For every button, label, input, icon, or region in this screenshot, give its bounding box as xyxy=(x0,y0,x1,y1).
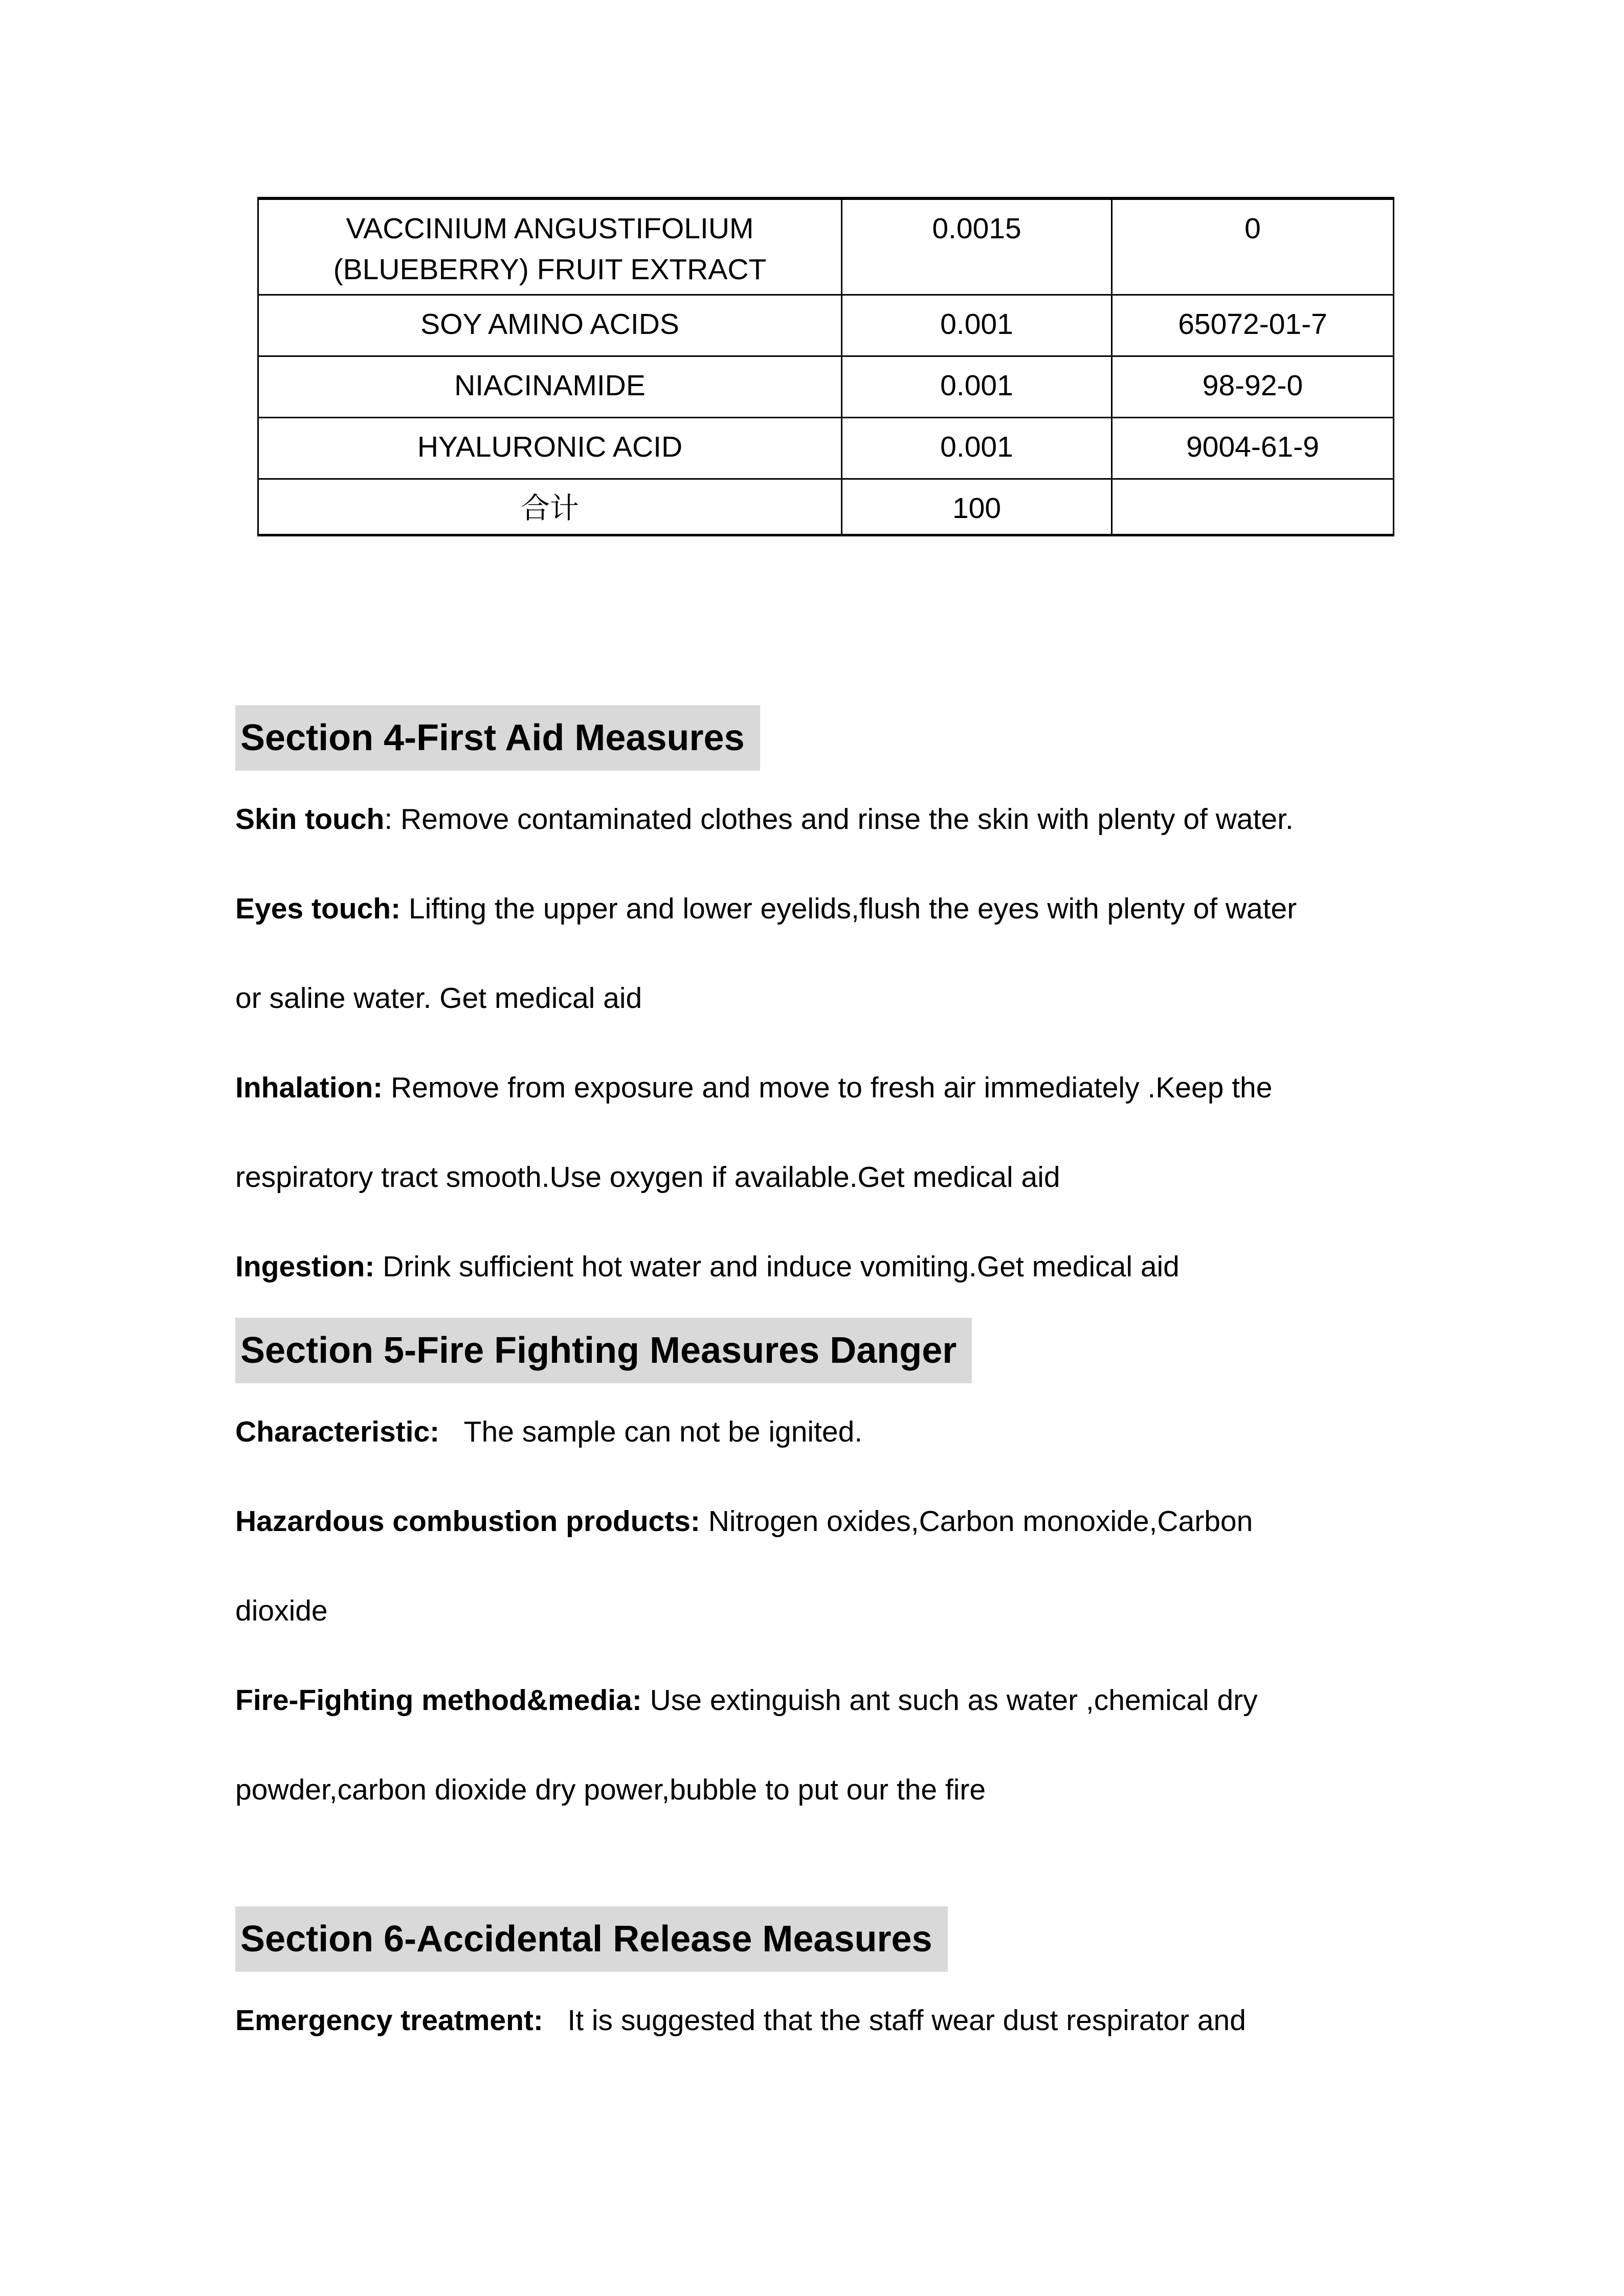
table-row-total xyxy=(258,479,1394,535)
item-text: : Remove contaminated clothes and rinse the skin with plenty of water. xyxy=(384,803,1294,836)
item-text: Lifting the upper and lower eyelids,flush the eyes with plenty of water xyxy=(401,892,1297,925)
item-text: It is suggested that the staff wear dust respirator and xyxy=(543,2004,1246,2037)
total-percent-cell: 100 xyxy=(842,479,1112,535)
item-label: Eyes touch: xyxy=(235,892,401,925)
fire-fighting-method xyxy=(235,1656,1504,1835)
table-row xyxy=(258,198,1394,295)
item-label: Ingestion: xyxy=(235,1250,375,1283)
total-label-cell xyxy=(258,479,842,535)
item-text-continued: powder,carbon dioxide dry power,bubble to put our the fire xyxy=(235,1773,986,1806)
section-6-title: Section 6-Accidental Release Measures xyxy=(235,1906,948,1972)
total-cas-cell xyxy=(1112,479,1394,535)
ingredient-name: VACCINIUM ANGUSTIFOLIUM xyxy=(346,212,754,245)
first-aid-ingestion xyxy=(235,1222,1504,1312)
section-6-heading xyxy=(235,1906,1504,1972)
ingredients-table xyxy=(257,197,1394,536)
item-text: Remove from exposure and move to fresh air immediately .Keep the xyxy=(383,1071,1273,1104)
section-4-title: Section 4-First Aid Measures xyxy=(235,705,760,771)
section-5-body xyxy=(235,1387,1504,1835)
section-4-heading xyxy=(235,705,1504,771)
total-label: 合计 xyxy=(521,492,579,525)
item-text: Use extinguish ant such as water ,chemical dry xyxy=(641,1684,1258,1717)
hazardous-combustion-products xyxy=(235,1477,1504,1656)
item-label: Characteristic: xyxy=(235,1415,440,1448)
item-text: The sample can not be ignited. xyxy=(439,1415,863,1448)
item-text: Drink sufficient hot water and induce vomiting.Get medical aid xyxy=(374,1250,1180,1283)
first-aid-skin-touch xyxy=(235,775,1504,864)
emergency-treatment xyxy=(235,1976,1504,2065)
item-text-continued: or saline water. Get medical aid xyxy=(235,982,642,1015)
ingredient-name: SOY AMINO ACIDS xyxy=(420,308,679,341)
section-5-title: Section 5-Fire Fighting Measures Danger xyxy=(235,1318,972,1383)
section-6-body xyxy=(235,1976,1504,2065)
concentration-cell: 0.001 xyxy=(842,356,1112,418)
first-aid-eyes-touch xyxy=(235,864,1504,1043)
section-4-body xyxy=(235,775,1504,1312)
section-5-heading xyxy=(235,1318,1504,1383)
item-label: Fire-Fighting method&media: xyxy=(235,1684,642,1717)
concentration-cell: 0.001 xyxy=(842,295,1112,356)
cas-number-cell: 65072-01-7 xyxy=(1112,295,1394,356)
ingredient-name: NIACINAMIDE xyxy=(454,369,646,402)
cas-number-cell: 0 xyxy=(1112,198,1394,295)
table-row xyxy=(258,418,1394,479)
concentration-cell: 0.0015 xyxy=(842,198,1112,295)
cas-number-cell: 9004-61-9 xyxy=(1112,418,1394,479)
ingredient-name-cell xyxy=(258,356,842,418)
item-text-continued: respiratory tract smooth.Use oxygen if available.Get medical aid xyxy=(235,1161,1060,1194)
document-body xyxy=(235,705,1504,2065)
item-label: Hazardous combustion products: xyxy=(235,1505,700,1538)
ingredient-name-cell xyxy=(258,295,842,356)
fire-characteristic xyxy=(235,1387,1504,1477)
item-label: Inhalation: xyxy=(235,1071,383,1104)
ingredient-name-cell xyxy=(258,198,842,295)
first-aid-inhalation xyxy=(235,1043,1504,1222)
table-row xyxy=(258,295,1394,356)
ingredient-name: HYALURONIC ACID xyxy=(417,431,683,463)
concentration-cell: 0.001 xyxy=(842,418,1112,479)
item-text-continued: dioxide xyxy=(235,1594,328,1627)
ingredient-name-cell xyxy=(258,418,842,479)
ingredient-name: (BLUEBERRY) FRUIT EXTRACT xyxy=(333,253,767,286)
table-row xyxy=(258,356,1394,418)
item-label: Emergency treatment: xyxy=(235,2004,543,2037)
item-label: Skin touch xyxy=(235,803,385,836)
item-text: Nitrogen oxides,Carbon monoxide,Carbon xyxy=(700,1505,1253,1538)
cas-number-cell: 98-92-0 xyxy=(1112,356,1394,418)
